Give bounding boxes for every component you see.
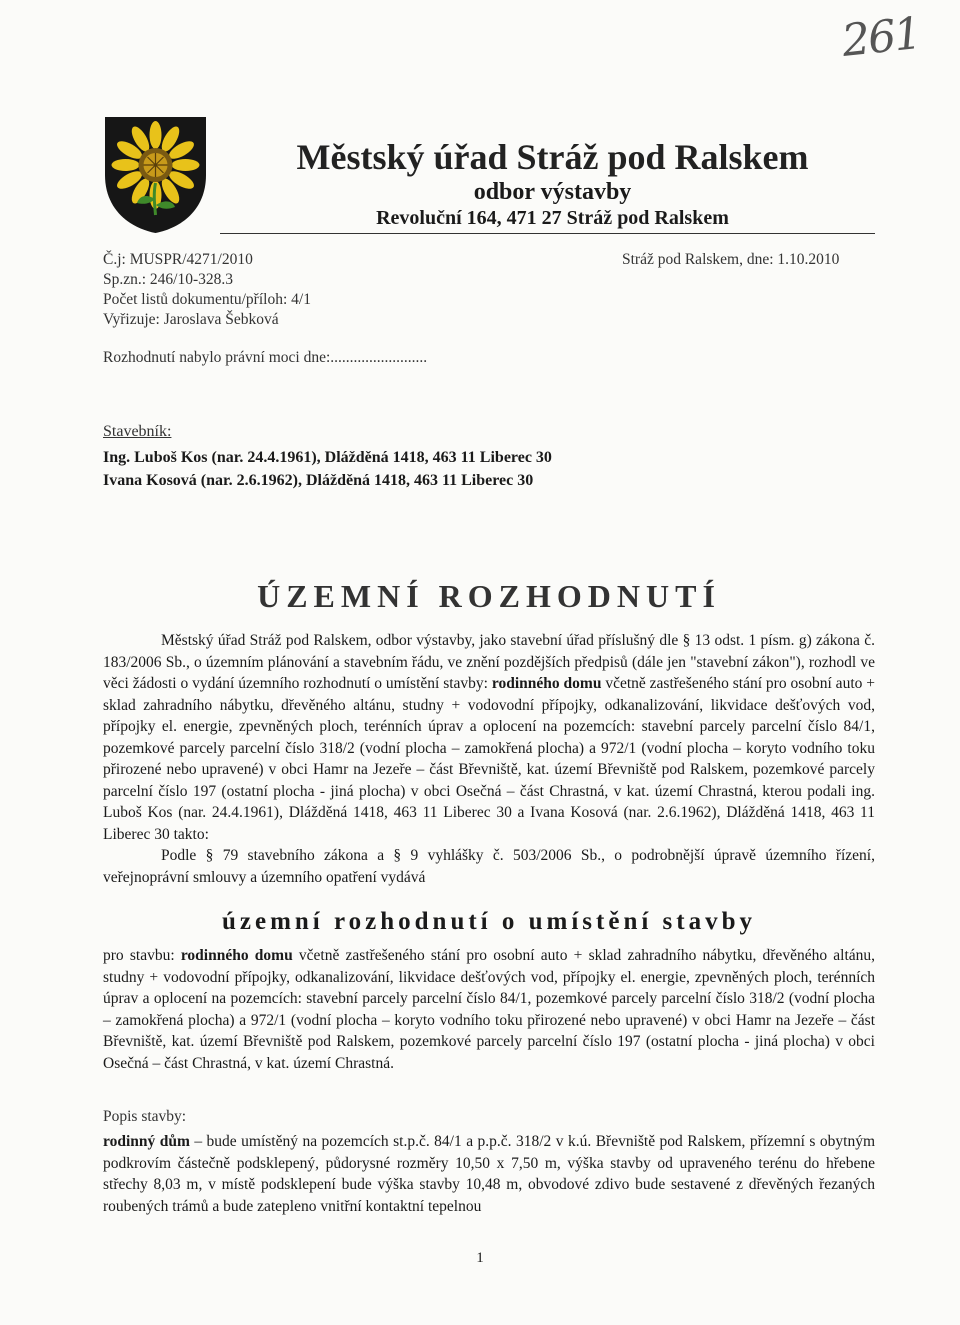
description-paragraph <box>103 1131 875 1217</box>
handwritten-page-number: 261 <box>839 8 923 67</box>
reference-block <box>103 250 311 330</box>
intro-text-3: Podle § 79 stavebního zákona a § 9 vyhlášky č. 503/2006 Sb., o podrobnější úpravě územního řízení, veřejnoprávní smlouvy a územního opatření vydává <box>103 847 875 886</box>
town-coat-of-arms-icon <box>103 115 208 235</box>
description-text: – bude umístěný na pozemcích st.p.č. 84/1 a p.p.č. 318/2 v k.ú. Břevniště pod Ralskem, přízemní s obytným podkrovím částečně podsklepený, půdorysné rozměry 10,50 x 7,50 m, výška stavby od upraveného terénu do hřebene střechy 8,03 m, v místě podsklepení bude výška stavby 10,48 m, obvodové zdivo bude sestavené z dřevěných řezaných roubených trámů a bude zatepleno vnitřní kontaktní tepelnou <box>103 1133 875 1215</box>
intro-subject-bold: rodinného domu <box>491 675 602 692</box>
builder-label: Stavebník: <box>103 423 172 440</box>
page-number: 1 <box>476 1250 484 1266</box>
decision-text-1: pro stavbu: <box>103 947 181 964</box>
builder-2: Ivana Kosová (nar. 2.6.1962), Dlážděná 1418, 463 11 Liberec 30 <box>103 472 534 489</box>
office-address: Revoluční 164, 471 27 Stráž pod Ralskem <box>376 207 729 229</box>
decision-paragraph <box>103 945 875 1074</box>
legal-force-line: Rozhodnutí nabylo právní moci dne:......................... <box>103 349 428 366</box>
description-subject-bold: rodinný dům <box>103 1133 190 1150</box>
reference-number: Č.j: MUSPR/4271/2010 <box>103 251 253 268</box>
intro-text-1: Městský úřad Stráž pod Ralskem, odbor výstavby, jako stavební úřad příslušný dle § 13 odst. 1 písm. g) zákona č. 183/2006 Sb., o územním plánování a stavebním řádu, ve znění pozdějších předpisů (dále jen "stavební zákon"), rozhodl ve věci žádosti o vydání územního rozhodnutí o umístění stavby: <box>103 632 875 692</box>
decision-text-2: včetně zastřešeného stání pro osobní auto + sklad zahradního nábytku, dřevěného altánu, studny + vodovodní přípojky, odkanalizování, likvidace dešťových vod, přípojky el. energie, zpevněných ploch, terénních úprav a oplocení na pozemcích: stavební parcely parcelní číslo 84/1, pozemkové parcely parcelní číslo 318/2 (vodní plocha – zamokřená plocha) a 972/1 (vodní plocha – koryto vodního toku přirozené nebo upravené) v obci Hamr na Jezeře – část Břevniště, kat. území Břevniště pod Ralskem, pozemkové parcely parcelní číslo 197 (ostatní plocha - jiná plocha) v obci Osečná – část Chrastná, v kat. území Chrastná. <box>103 947 876 1072</box>
issue-date: Stráž pod Ralskem, dne: 1.10.2010 <box>622 251 840 268</box>
page-count: Počet listů dokumentu/příloh: 4/1 <box>103 291 311 308</box>
description-label: Popis stavby: <box>103 1108 187 1125</box>
decision-title: územní rozhodnutí o umístění stavby <box>221 908 757 935</box>
intro-paragraph <box>103 630 875 888</box>
builder-list <box>103 446 552 492</box>
office-department: odbor výstavby <box>473 179 632 205</box>
builder-1: Ing. Luboš Kos (nar. 24.4.1961), Dlážděná 1418, 463 11 Liberec 30 <box>103 449 552 466</box>
decision-subject-bold: rodinného domu <box>180 947 293 964</box>
header-divider <box>220 233 875 234</box>
file-mark: Sp.zn.: 246/10-328.3 <box>103 271 234 288</box>
intro-text-2: včetně zastřešeného stání pro osobní auto + sklad zahradního nábytku, dřevěného altánu, studny + vodovodní přípojky, odkanalizování, likvidace dešťových vod, přípojky el. energie, zpevněných ploch, terénních úprav a oplocení na pozemcích: stavební parcely parcelní číslo 84/1, pozemkové parcely parcelní číslo 318/2 (vodní plocha – zamokřená plocha) a 972/1 (vodní plocha – koryto vodního toku přirozené nebo upravené) v obci Hamr na Jezeře – část Břevniště, kat. území Břevniště pod Ralskem, pozemkové parcely parcelní číslo 197 (ostatní plocha - jiná plocha) v obci Osečná – část Chrastná, v kat. území Chrastná, kterou podali ing. Luboš Kos (nar. 24.4.1961), Dlážděná 1418, 463 11 Liberec 30 a Ivana Kosová (nar. 2.6.1962), Dlážděná 1418, 463 11 Liberec 30 takto: <box>103 675 876 843</box>
document-title: ÚZEMNÍ ROZHODNUTÍ <box>257 578 721 614</box>
handler: Vyřizuje: Jaroslava Šebková <box>103 311 279 328</box>
office-name: Městský úřad Stráž pod Ralskem <box>296 137 809 177</box>
